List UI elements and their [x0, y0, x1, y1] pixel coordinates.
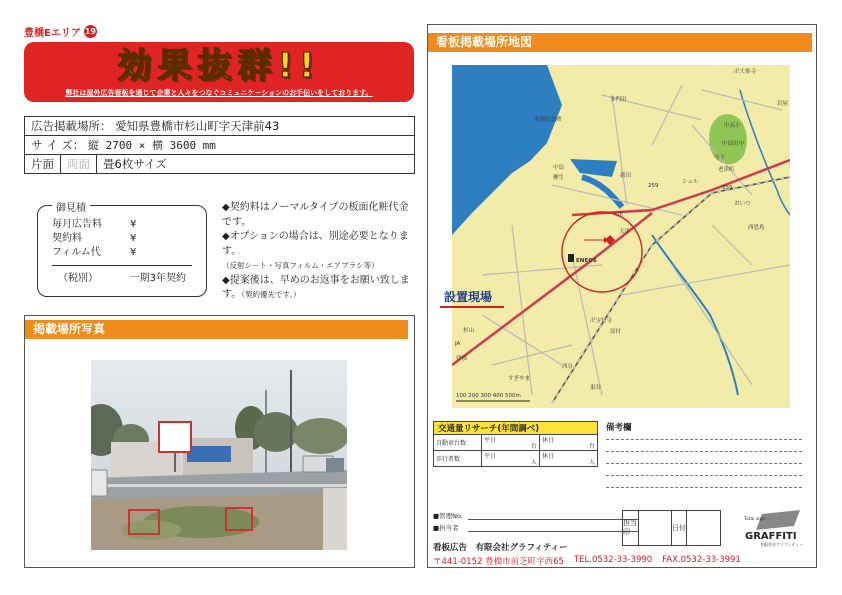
one-side-cell: 片面	[25, 155, 61, 174]
weekday-label: 平日	[484, 453, 497, 460]
holiday-label: 休日	[541, 437, 554, 444]
estimate-row-value: ¥	[130, 247, 137, 258]
estimate-row-label: 毎月広告料	[52, 219, 102, 230]
company-address: 〒441-0152 豊橋市前芝町字西65	[433, 557, 564, 567]
surface-row	[25, 155, 415, 174]
estimate-tax-note: （税別）	[58, 273, 98, 284]
map-label: 中島	[553, 165, 565, 171]
estimate-row	[52, 218, 192, 232]
logo-graphic	[742, 508, 804, 548]
map-label: 中高小	[724, 123, 741, 129]
site-photo	[91, 360, 347, 550]
map-drawing	[452, 65, 790, 408]
person-unit: 人	[530, 459, 537, 466]
note-line	[222, 274, 414, 303]
banner-title: 効果抜群!!	[117, 46, 321, 86]
vehicle-unit: 台	[530, 443, 537, 450]
stamp-date-label: 日付	[672, 511, 688, 545]
size-label: サ イ ズ：	[31, 138, 85, 152]
map-scale: 100 200 300 400 500m	[456, 393, 521, 399]
map-label: 卍大参寺	[734, 69, 757, 75]
estimate-divider	[52, 265, 192, 266]
vehicles-label: 自動車台数	[434, 435, 482, 451]
map-label: 259	[648, 183, 659, 189]
banner-tagline: 弊社は屋外広告看板を通じて企業と人々をつなぐコミュニケーションのお手伝いをしております。	[65, 89, 373, 97]
size-cell	[25, 136, 415, 155]
map-label: シェル	[682, 179, 699, 185]
area-label	[24, 24, 97, 39]
map-label: JA	[455, 341, 461, 347]
estimate-row	[52, 246, 192, 260]
traffic-title-row	[434, 422, 598, 435]
note-line: ◆オプションの場合は、別途必要となります。	[222, 231, 409, 257]
company-name: 看板広告 有限会社グラフィティー	[433, 543, 568, 553]
map-panel	[427, 24, 817, 568]
map-label: 天津	[619, 229, 631, 235]
estimate-row-value: ¥	[130, 219, 137, 230]
map-label: 東谷	[590, 385, 602, 391]
estimate-row	[52, 232, 192, 246]
map-panel-title: 看板掲載場所地図	[428, 33, 812, 52]
map-label: 原付	[610, 329, 622, 335]
vehicles-holiday-cell	[539, 435, 597, 451]
area-label-text: 豊橋Eエリア	[24, 28, 81, 39]
vehicle-unit: 台	[588, 443, 595, 450]
estimate-row-value: ¥	[130, 233, 137, 244]
management-no-label: ■管理No.	[433, 512, 463, 520]
map-label: 西谷	[562, 364, 574, 370]
estimate-row-label: フィルム代	[52, 247, 101, 258]
pedestrians-weekday-cell	[482, 451, 540, 467]
map-label: 今下	[714, 155, 726, 161]
note-text: ◆提案後は、早めのお返事をお願い致します。	[222, 274, 410, 300]
location-label: 広告掲載場所：	[31, 119, 112, 133]
size-value: 縦 2700 × 横 3600 mm	[87, 139, 216, 152]
map-label: 卍宝行寺	[590, 318, 613, 324]
company-tel: TEL.0532-33-3990	[573, 555, 653, 565]
logo-sub-text: 有限会社グラフィティー	[760, 542, 804, 547]
person-in-charge-label: ■担当者	[433, 524, 459, 532]
note-subline: （契約優先です。）	[241, 290, 301, 299]
map-label: おいつ	[734, 201, 751, 207]
map-label: 柳生	[553, 175, 565, 181]
traffic-research-table	[433, 421, 598, 467]
contract-notes	[222, 201, 414, 303]
location-map	[452, 65, 790, 408]
estimate-title: 御見積	[52, 199, 90, 214]
management-no-line	[468, 519, 638, 520]
estimate-footer	[52, 269, 192, 284]
stamp-person-field	[639, 511, 672, 545]
company-fax: FAX.0532-33-3991	[662, 555, 741, 565]
map-label: 杉山	[463, 328, 475, 334]
logo-main-text: GRAFFITI	[745, 531, 797, 542]
pedestrians-holiday-cell	[539, 451, 597, 467]
traffic-row-pedestrians	[434, 451, 598, 467]
billboard-info-table	[24, 116, 415, 174]
graffiti-logo	[742, 508, 804, 548]
traffic-title: 交通量リサーチ(年間調べ)	[434, 422, 598, 435]
map-label: 老津町	[718, 167, 735, 173]
site-label-underline	[440, 306, 504, 308]
map-label: 岩屋	[777, 101, 789, 107]
pedestrians-label: 歩行者数	[434, 451, 482, 467]
map-label: 259	[722, 185, 733, 191]
location-value: 愛知県豊橋市杉山町字天津前43	[115, 119, 280, 133]
remarks-title: 備考欄	[606, 423, 632, 433]
size-row	[25, 136, 415, 155]
map-label: 金岡記念碑	[534, 117, 562, 123]
site-label: 設置現場	[444, 290, 493, 304]
photo-panel-title: 掲載場所写真	[25, 320, 408, 339]
traffic-row-vehicles	[434, 435, 598, 451]
estimate-term: 一期3年契約	[129, 273, 186, 284]
stamp-person-label: 担当印	[623, 511, 639, 545]
map-label: 西恐島	[748, 225, 765, 231]
map-label: 伊那	[456, 356, 468, 362]
estimate-box	[37, 205, 207, 297]
estimate-row-label: 契約料	[52, 233, 82, 244]
note-subline: （反射シート・写真フィルム・エアブラシ等）	[222, 261, 379, 270]
person-in-charge-line	[468, 531, 638, 532]
area-number-badge: 19	[84, 27, 96, 36]
header-banner	[24, 42, 414, 102]
vehicles-weekday-cell	[482, 435, 540, 451]
holiday-label: 休日	[541, 453, 554, 460]
remarks-line	[606, 487, 802, 488]
location-cell	[25, 117, 415, 136]
stamp-box	[622, 510, 721, 546]
weekday-label: 平日	[484, 437, 497, 444]
stamp-date-field	[687, 511, 720, 545]
map-label: 天津	[612, 212, 624, 218]
location-row	[25, 117, 415, 136]
note-line: ◆契約料はノーマルタイプの板面化粧代金です。	[222, 202, 409, 228]
map-label: 中島田中	[722, 141, 745, 147]
map-label: すぎやま	[508, 376, 531, 382]
person-unit: 人	[588, 459, 595, 466]
map-label: ENEOS	[576, 258, 597, 264]
remarks-line	[606, 475, 802, 476]
map-label: 新田	[620, 173, 632, 179]
photo-panel	[24, 315, 415, 568]
site-photo-image	[91, 360, 347, 550]
company-contact	[433, 555, 741, 567]
remarks-line	[606, 463, 802, 464]
logo-top-text: Total sign	[744, 517, 766, 522]
remarks-line	[606, 451, 802, 452]
surface-size-cell: 畳6枚サイズ	[97, 155, 415, 174]
map-label: 多門田	[610, 97, 627, 103]
both-sides-cell: 両面	[61, 155, 97, 174]
remarks-line	[606, 439, 802, 440]
